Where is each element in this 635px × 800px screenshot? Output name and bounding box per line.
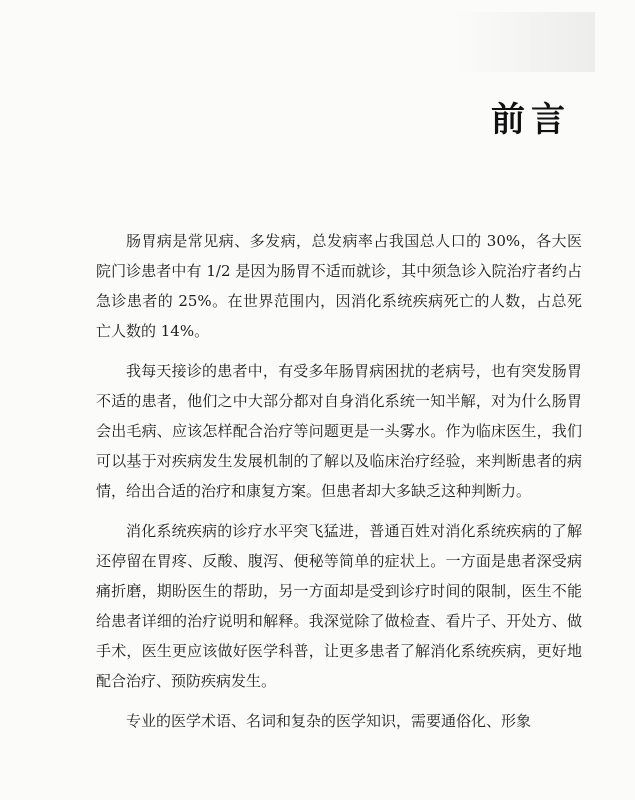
- paragraph-2: 我每天接诊的患者中，有受多年肠胃病困扰的老病号，也有突发肠胃不适的患者，他们之中大部分都对自身消化系统一知半解，对为什么肠胃会出毛病、应该怎样配合治疗等问题更是一头雾水。作为临床医生，我们可以基于对疾病发生发展机制的了解以及临床治疗经验，来判断患者的病情，给出合适的治疗和康复方案。但患者却大多缺乏这种判断力。: [96, 362, 582, 500]
- page-title: 前言: [491, 100, 571, 140]
- paragraph-1: 肠胃病是常见病、多发病，总发病率占我国总人口的 30%，各大医院门诊患者中有 1/2 是因为肠胃不适而就诊，其中须急诊入院治疗者约占急诊患者的 25%。在世界范围内，因消化系统疾病死亡的人数，占总死亡人数的 14%。: [96, 232, 582, 340]
- show-through-shadow: [455, 12, 595, 72]
- paragraph-3: 消化系统疾病的诊疗水平突飞猛进，普通百姓对消化系统疾病的了解还停留在胃疼、反酸、腹泻、便秘等简单的症状上。一方面是患者深受病痛折磨，期盼医生的帮助，另一方面却是受到诊疗时间的限制，医生不能给患者详细的治疗说明和解释。我深觉除了做检查、看片子、开处方、做手术，医生更应该做好医学科普，让更多患者了解消化系统疾病，更好地配合治疗、预防疾病发生。: [96, 522, 582, 690]
- paragraph-4: 专业的医学术语、名词和复杂的医学知识，需要通俗化、形象: [126, 712, 532, 730]
- body-text: [96, 226, 582, 746]
